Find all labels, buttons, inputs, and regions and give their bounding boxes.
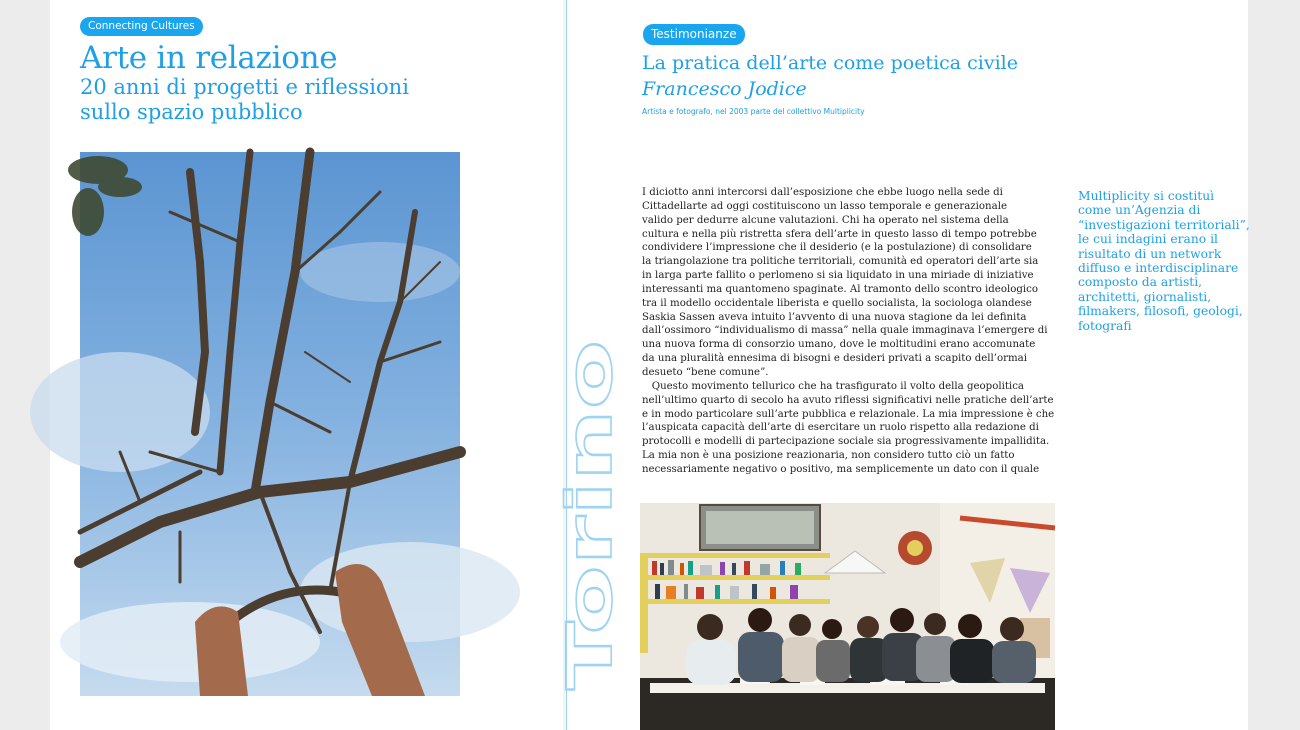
body-line: I diciotto anni intercorsi dall’esposizione che ebbe luogo nella sede di — [642, 187, 1003, 198]
vertical-label-text: Torino — [553, 474, 626, 690]
left-page — [50, 0, 563, 730]
body-line: valido per dedurre alcune valutazioni. Chi ha operato nel sistema della — [642, 214, 1009, 226]
section-tag: Testimonianze — [643, 24, 745, 45]
quote-line: composto da artisti, — [1078, 275, 1203, 290]
body-line: la triangolazione tra politiche territoriali, comunità ed operatori dell’arte sia — [642, 256, 1039, 268]
body-line: tra il modello occidentale liberista e quello socialista, la sociologa olandese — [642, 297, 1032, 309]
author-name: Francesco Jodice — [642, 78, 807, 100]
body-line: protocolli e modelli di partecipazione sociale sia progressivamente impallidita. — [642, 436, 1050, 448]
quote-line: architetti, giornalisti, — [1078, 289, 1212, 304]
group-meeting-photo — [640, 503, 1055, 730]
body-line: Cittadellarte ad oggi costituiscono un lasso temporale e generazionale — [642, 200, 1007, 212]
body-line: una nuova forma di consorzio umano, dove le moltitudini erano accomunate — [642, 339, 1036, 351]
body-line: interessanti ma quantomeno spaginate. Al tramonto dello scontro ideologico — [642, 283, 1038, 295]
body-line: Questo movimento tellurico che ha trasfigurato il volto della geopolitica — [642, 380, 1024, 392]
body-line: necessariamente negativo o positivo, ma semplicemente un dato con il quale — [642, 463, 1040, 475]
subtitle-line: 20 anni di progetti e riflessioni — [80, 75, 409, 99]
right-page — [553, 0, 1250, 730]
author-role: Artista e fotografo, nel 2003 parte del collettivo Multiplicity — [642, 107, 865, 116]
page-title: Arte in relazione — [80, 40, 338, 76]
vertical-section-label — [553, 335, 626, 695]
body-line: cultura e nella più ristretta sfera dell’arte in questo lasso di tempo potrebbe — [642, 228, 1037, 240]
body-line: La mia non è una posizione reazionaria, non considero tutto ciò un fatto — [642, 450, 1015, 462]
body-line: l’auspicata capacità dell’arte di esercitare un ruolo rispetto alla redazione di — [642, 422, 1039, 434]
article-title: La pratica dell’arte come poetica civile — [642, 52, 1019, 74]
quote-line: diffuso e interdisciplinare — [1078, 261, 1239, 276]
body-line: dall’ossimoro “individualismo di massa” nella quale immaginava l’emergere di — [642, 325, 1048, 337]
body-line: Saskia Sassen aveva intuito l’avvento di una nuova stagione da lei definita — [642, 311, 1027, 323]
body-line: desueto “bene comune”. — [642, 366, 769, 378]
quote-line: Multiplicity si costituì — [1078, 189, 1215, 203]
quote-line: “investigazioni territoriali”, — [1078, 217, 1250, 232]
article-body — [642, 186, 1054, 477]
body-line: nell’ultimo quarto di secolo ha avuto riflessi significativi nelle pratiche dell’arte — [642, 394, 1054, 406]
body-line: e in modo particolare sull’arte pubblica e relazionale. La mia impressione è che — [642, 408, 1055, 420]
quote-line: risultato di un network — [1078, 246, 1222, 261]
section-tag: Connecting Cultures — [80, 17, 203, 36]
pull-quote — [1078, 189, 1248, 333]
subtitle-line: sullo spazio pubblico — [80, 100, 303, 124]
body-line: da una pluralità ennesima di bisogni e desideri privati a scapito dell’ormai — [642, 353, 1028, 365]
quote-line: filmakers, filosofi, geologi, — [1078, 304, 1243, 319]
body-line: in larga parte fallito o perlomeno si sia liquidato in una miriade di iniziative — [642, 270, 1034, 282]
quote-line: fotografi — [1078, 318, 1132, 333]
body-line: condividere l’impressione che il desiderio (e la postulazione) di consolidare — [642, 242, 1032, 254]
tree-branches-photo — [80, 152, 460, 696]
quote-line: le cui indagini erano il — [1078, 232, 1218, 247]
quote-line: come un’Agenzia di — [1078, 203, 1201, 218]
